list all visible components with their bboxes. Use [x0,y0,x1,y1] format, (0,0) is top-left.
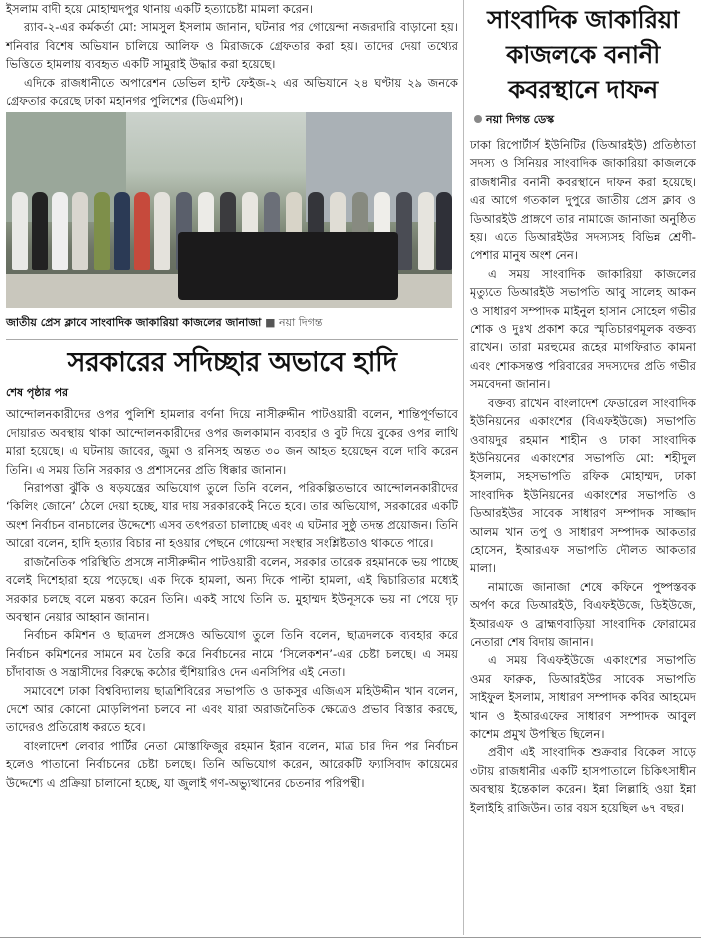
right-paragraph-6: প্রবীণ এই সাংবাদিক শুক্রবার বিকেল সাড়ে ৩টায় রাজধানীর একটি হাসপাতালে চিকিৎসাধীন অবস্থায় ইন্তেকাল করেন। ইন্না লিল্লাহি ওয়া ইন্না ইলাইহি রাজিউন। তার বয়স হয়েছিল ৬৭ বছর। [470,745,696,815]
right-paragraph-2: এ সময় সাংবাদিক জাকারিয়া কাজলের মৃত্যুতে ডিআরইউ সভাপতি আবু সালেহ আকন ও সাধারণ সম্পাদক মাইনুল হাসান সোহেল গভীর শোক ও দুঃখ প্রকাশ করে স্মৃতিচারণমূলক বক্তব্য রাখেন। তারা মরহুমের রূহের মাগফিরাত কামনা এবং শোকসন্তপ্ত পরিবারের সদস্যদের প্রতি গভীর সমবেদনা জানান। [470,266,696,392]
paragraph-6: বাংলাদেশ লেবার পার্টির নেতা মোস্তাফিজুর রহমান ইরান বলেন, মাত্র চার দিন পর নির্বাচন হলেও পাতানো নির্বাচনের চেষ্টা চলছে। তিনি অভিযোগ করেন, আরেকটি ফ্যাসিবাদ কায়েমের উদ্দেশ্যে এ প্রক্রিয়া চালানো হচ্ছে, যা জুলাই গণ-অভ্যুত্থানের চেতনার পরিপন্থী। [6,738,458,790]
right-paragraph-5: এ সময় বিএফইউজে একাংশের সভাপতি ওমর ফারুক, ডিআরইউর সাবেক সভাপতি সাইফুল ইসলাম, সাধারণ সম্পাদক কবির আহমেদ খান ও ইআরএফের সাধারণ সম্পাদক আবুল কাশেম প্রমুখ উপস্থিত ছিলেন। [470,653,696,741]
photo-coffin [178,232,398,300]
article-headline-kajal: সাংবাদিক জাকারিয়া কাজলকে বনানী কবরস্থানে দাফন [487,5,679,104]
paragraph-4: নির্বাচন কমিশন ও ছাত্রদল প্রসঙ্গেও অভিযোগ তুলে তিনি বলেন, ছাত্রদলকে ব্যবহার করে নির্বাচন কমিশনের সামনে মব তৈরি করে নির্বাচনের নামে ‘সিলেকশন’-এর চেষ্টা চলছে। এ সময় চাঁদাবাজ ও সন্ত্রাসীদের বিরুদ্ধে কঠোর হুঁশিয়ারিও দেন এনসিপির এই নেতা। [6,628,458,680]
paragraph-top-2: র‍্যাব-২-এর কর্মকর্তা মো: সামসুল ইসলাম জানান, ঘটনার পর গোয়েন্দা নজরদারি বাড়ানো হয়। শনিবার বিশেষ অভিযান চালিয়ে আলিফ ও মিরাজকে গ্রেফতার করা হয়। তাদের দেয়া তথ্যের ভিত্তিতে হামলায় ব্যবহৃত একটি সামুরাই উদ্ধার করা হয়েছে। [6,20,458,72]
paragraph-top-3: এদিকে রাজধানীতে অপারেশন ডেভিল হান্ট ফেইজ-২ এর অভিযানে ২৪ ঘণ্টায় ২৯ জনকে গ্রেফতার করেছে ঢাকা মহানগর পুলিশের (ডিএমপি)। [6,75,458,109]
bullet-icon [474,115,482,123]
paragraph-top-1: ইসলাম বাদী হয়ে মোহাম্মদপুর থানায় একটি হত্যাচেষ্টা মামলা করেন। [6,2,314,16]
column-divider [463,0,464,935]
right-paragraph-4: নামাজে জানাজা শেষে কফিনে পুষ্পস্তবক অর্পণ করে ডিআরইউ, বিএফইউজে, ডিইউজে, ইআরএফ ও ব্রাহ্মণবাড়িয়া সাংবাদিক ফোরামের নেতারা শেষ বিদায় জানান। [470,579,696,649]
byline [474,111,696,130]
continued-label: শেষ পৃষ্ঠার পর [6,386,69,400]
paragraph-2: নিরাপত্তা ঝুঁকি ও ষড়যন্ত্রের অভিযোগ তুলে তিনি বলেন, পরিকল্পিতভাবে আন্দোলনকারীদের ‘কিলিং জোনে’ ঠেলে দেয়া হচ্ছে, যার দায় সরকারকেই নিতে হবে। তার অভিযোগ, সরকারের একটি অংশ নির্বাচন বানচালের উদ্দেশ্যে এসব তৎপরতা চালাচ্ছে এবং এ ঘটনার সুষ্ঠু তদন্ত প্রয়োজন। তিনি আরো বলেন, হাদি হত্যার বিচার না হওয়ার পেছনে গোয়েন্দা সংস্থার সংশ্লিষ্টতাও থাকতে পারে। [6,481,459,551]
left-column [6,0,458,792]
article-headline-hadi: সরকারের সদিচ্ছার অভাবে হাদি [6,339,458,382]
photo-caption-text: জাতীয় প্রেস ক্লাবে সাংবাদিক জাকারিয়া কাজলের জানাজা [6,316,262,330]
paragraph-3: রাজনৈতিক পরিস্থিতি প্রসঙ্গে নাসীরুদ্দীন পাটওয়ারী বলেন, সরকার তারেক রহমানকে ভয় পাচ্ছে বলেই দিশেহারা হয়ে পড়েছে। এক দিকে হামলা, অন্য দিকে পাল্টা হামলা, এই দ্বিচারিতার মধ্যেই সরকার চলছে বলে মন্তব্য করেন তিনি। একই সাথে তিনি ড. মুহাম্মদ ইউনূসকে ভয় না পেয়ে দৃঢ় অবস্থান নেয়ার আহ্বান জানান। [6,554,458,624]
photo-caption [6,314,458,333]
right-paragraph-3: বক্তব্য রাখেন বাংলাদেশ ফেডারেল সাংবাদিক ইউনিয়নের একাংশের (বিএফইউজে) সভাপতি ওবায়দুর রহমান শাহীন ও ঢাকা সাংবাদিক ইউনিয়নের একাংশের সভাপতি মো: শহীদুল ইসলাম, সহসভাপতি রফিক মোহাম্মদ, ঢাকা সাংবাদিক ইউনিয়নের একাংশের সভাপতি ও ডিআরইউর সাবেক সাধারণ সম্পাদক সাজ্জাদ আলম খান তপু ও সাধারণ সম্পাদক আকতার হোসেন, ইআরএফ সভাপতি দৌলত আকতার মালা। [470,395,696,576]
photo-source: ■ নয়া দিগন্ত [265,316,323,330]
paragraph-5: সমাবেশে ঢাকা বিশ্ববিদ্যালয় ছাত্রশিবিরের সভাপতি ও ডাকসুর এজিএস মহিউদ্দীন খান বলেন, দেশে আর কোনো মোড়লিপনা চলবে না এবং যারা অরাজনৈতিক ক্ষেত্রেও প্রভাব বিস্তার করছে, তাদেরও প্রতিরোধ করতে হবে। [6,683,458,735]
right-column [470,0,696,817]
page-footer-rule [0,937,701,950]
funeral-photo [6,112,452,308]
paragraph-1: আন্দোলনকারীদের ওপর পুলিশি হামলার বর্ণনা দিয়ে নাসীরুদ্দীন পাটওয়ারী বলেন, শান্তিপূর্ণভাবে দোয়ারত অবস্থায় থাকা আন্দোলনকারীদের ওপর জলকামান ব্যবহার ও বুট দিয়ে বুকের ওপর লাথি মারা হয়েছে। এ ঘটনায় জাবের, জুমা ও রনিসহ অন্তত ৩০ জন আহত হয়েছেন বলে দাবি করেন তিনি। এ সময় তিনি সরকার ও প্রশাসনের প্রতি ধিক্কার জানান। [6,407,458,477]
byline-text: নয়া দিগন্ত ডেস্ক [486,113,555,126]
right-paragraph-1: ঢাকা রিপোর্টার্স ইউনিটির (ডিআরইউ) প্রতিষ্ঠাতা সদস্য ও সিনিয়র সাংবাদিক জাকারিয়া কাজলকে রাজধানীর বনানী কবরস্থানে দাফন করা হয়েছে। এর আগে গতকাল দুপুরে জাতীয় প্রেস ক্লাব ও ডিআরইউ প্রাঙ্গণে তার নামাজে জানাজা অনুষ্ঠিত হয়। এতে ডিআরইউর সদস্যসহ বিভিন্ন শ্রেণী-পেশার মানুষ অংশ নেন। [470,138,696,263]
